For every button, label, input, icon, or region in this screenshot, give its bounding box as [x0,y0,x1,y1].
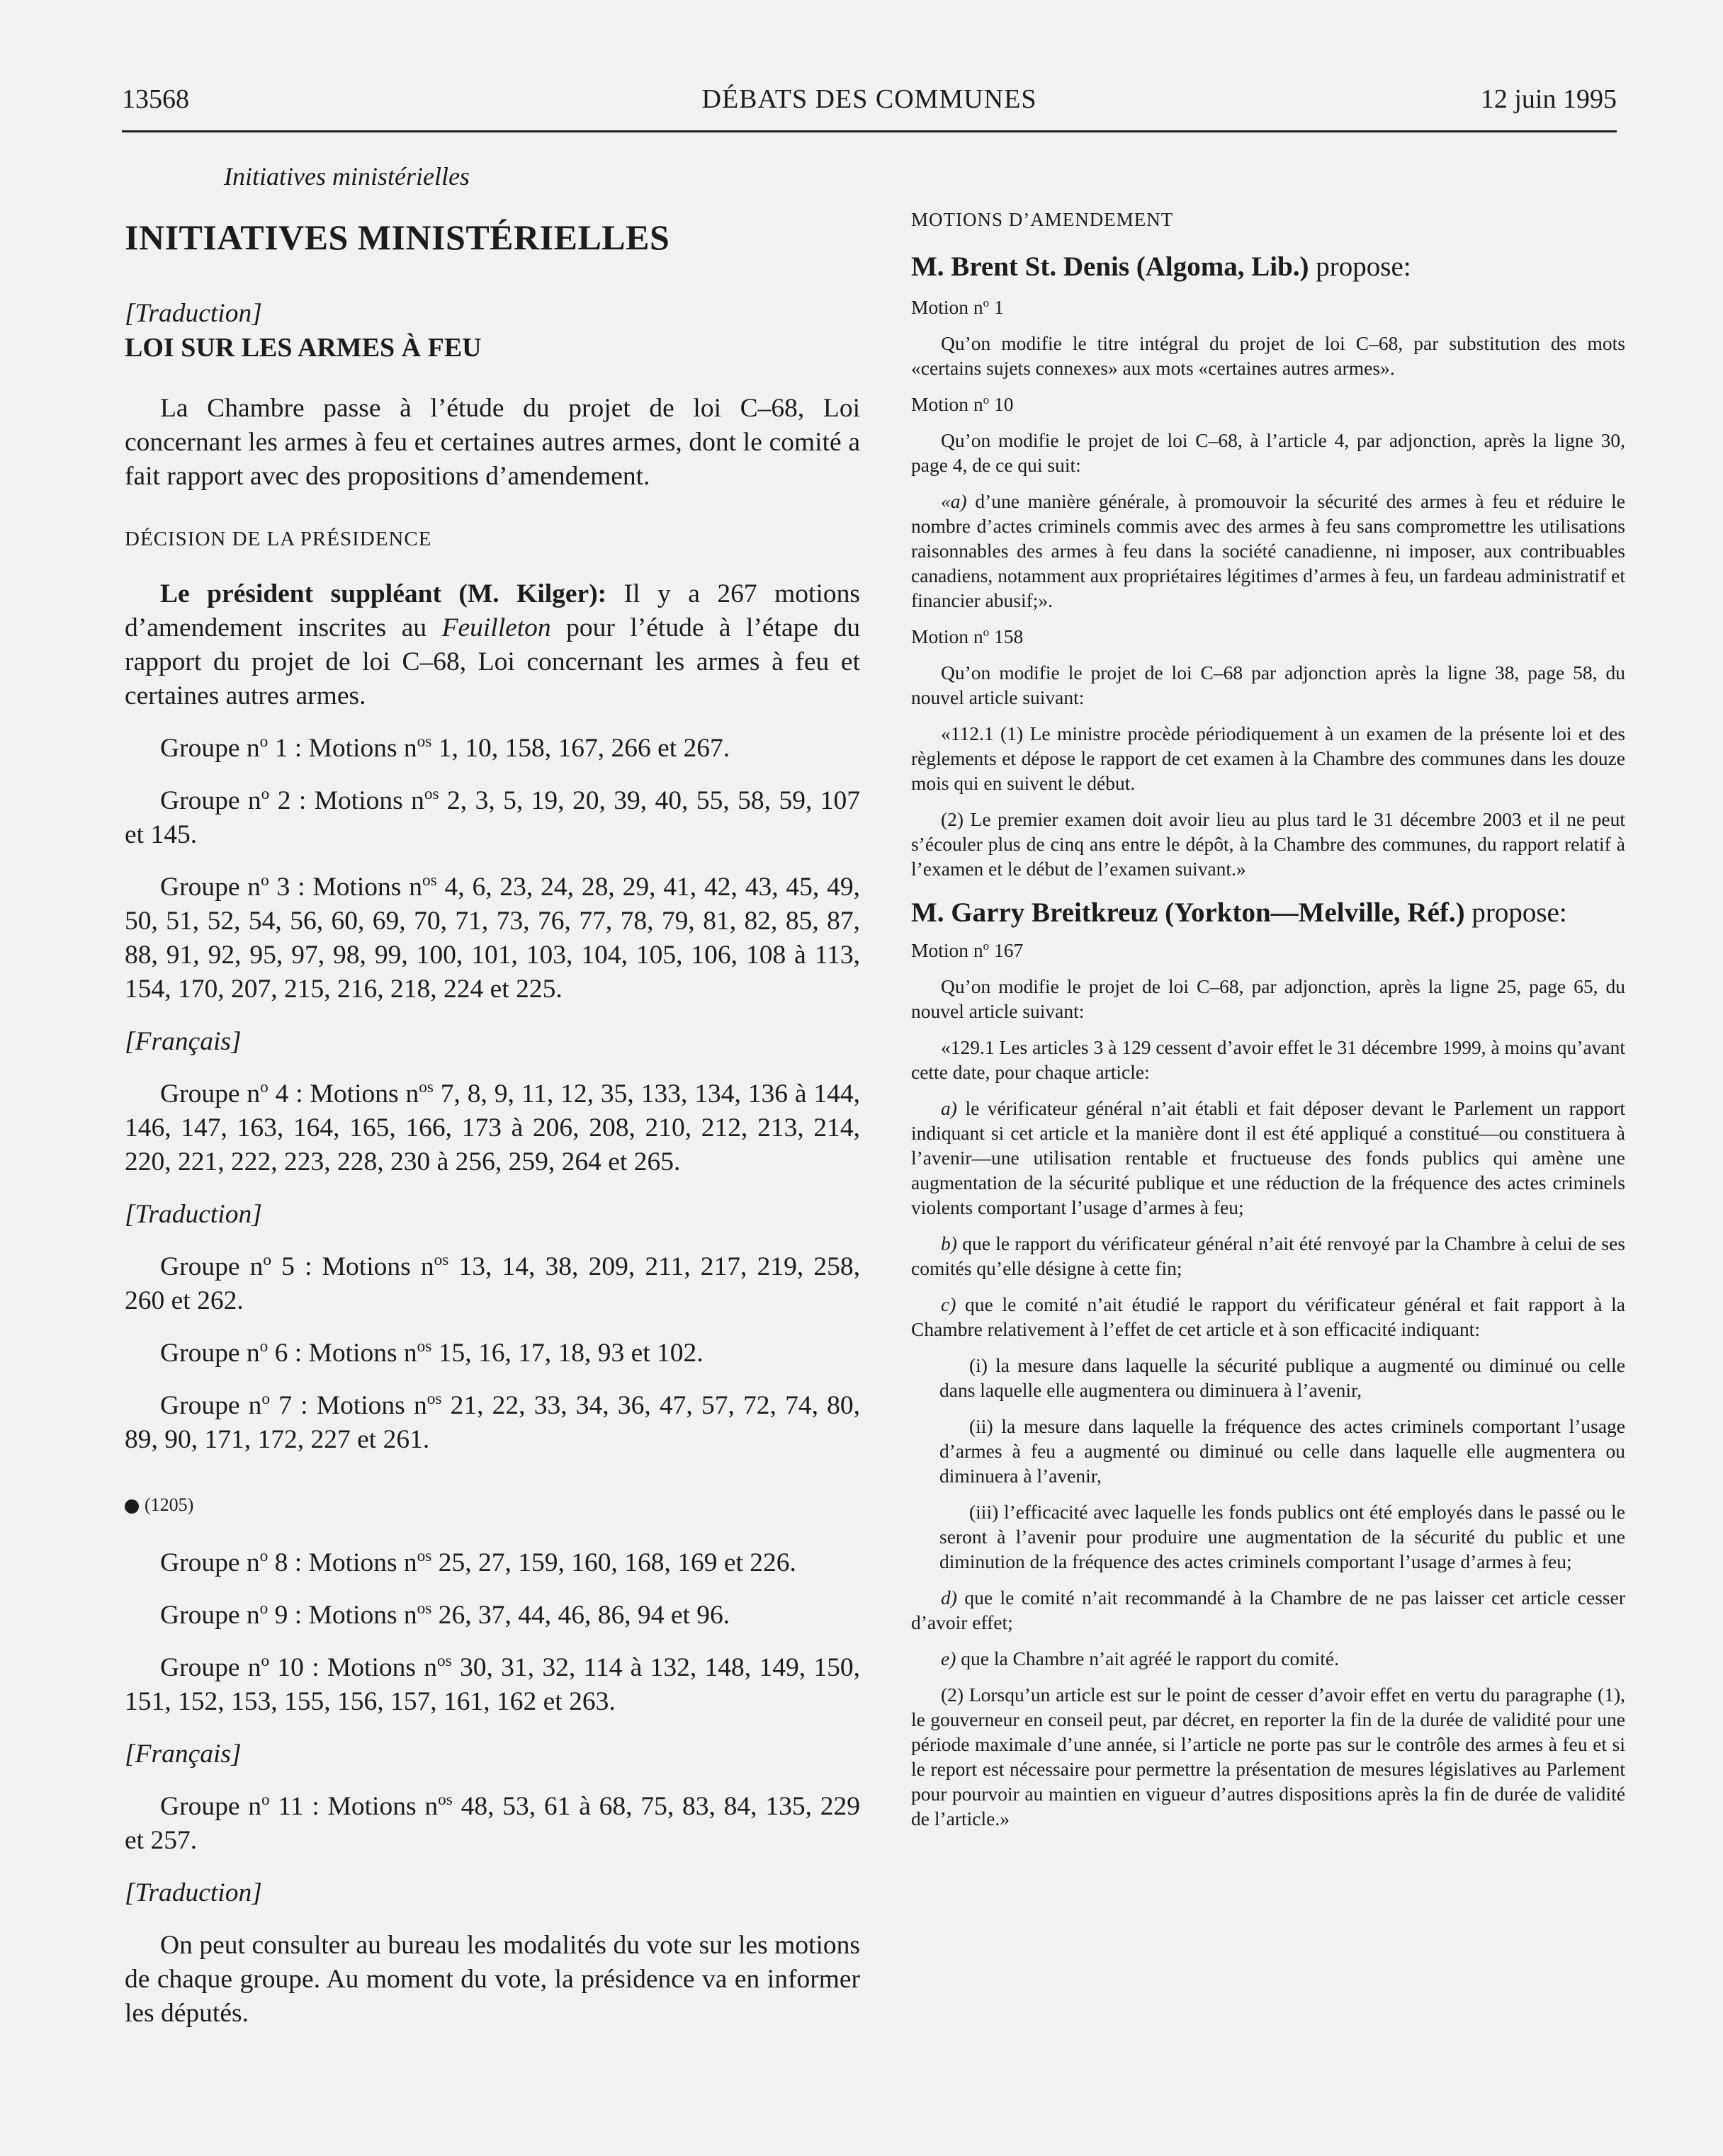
group-11: Groupe $n^o$ 11 : Motions $n^{os}$ 48, 53, 61 à 68, 75, 83, 84, 135, 229 et 257. [125,1791,860,1855]
intro-paragraph: La Chambre passe à l’étude du projet de loi C–68, Loi concernant les armes à feu et certaines autres armes, dont le comité a fait rapport avec des propositions d’amendement. [125,394,860,491]
group-6: Groupe $n^o$ 6 : Motions $n^{os}$ 15, 16, 17, 18, 93 et 102. [160,1337,704,1368]
speech-text-2: pour l’étude à l’étape du rapport du projet de loi C–68, Loi concernant les armes à feu et certaines autres armes. [125,613,860,710]
motion-167-quote-1: «129.1 Les articles 3 à 129 cessent d’avoir effet le 31 décembre 1999, à moins qu’avant cette date, pour chaque article: [911,1036,1625,1083]
closing-paragraph: On peut consulter au bureau les modalités du vote sur les motions de chaque groupe. Au moment du vote, la présidence va en informer les députés. [125,1931,860,2028]
motion-10-label: Motion $n^o$ 10 [911,392,1014,415]
left-column [125,159,860,2031]
bill-title: LOI SUR LES ARMES À FEU [125,333,482,363]
speech-italic: Feuilleton [441,613,551,642]
motion-167-a: a) le vérificateur général n’ait établi et fait déposer devant le Parlement un rapport indiquant si cet article et la manière dont il est été appliqué a constitué—ou constituera à l’avenir—une utilisation rentable et fructueuse des fonds publics qui amène une augmentation de la sécurité publique et une réduction de la fréquence des actes criminels violents comportant l’usage d’armes à feu; [911,1097,1625,1218]
speaker-name: Le président suppléant (M. Kilger): [160,579,607,608]
translation-note: [Traduction] [125,299,262,328]
motions-heading: MOTIONS D’AMENDEMENT [911,209,1174,230]
motion-167-d: d) que le comité n’ait recommandé à la Chambre de ne pas laisser cet article cesser d’avoir effet; [911,1587,1625,1633]
header-rule [122,130,1617,132]
translation-note-3: [Traduction] [125,1878,262,1907]
motion-167-text: Qu’on modifie le projet de loi C–68, par adjonction, après la ligne 25, page 65, du nouvel article suivant: [911,975,1625,1022]
motion-167-b: b) que le rapport du vérificateur général n’ait été renvoyé par la Chambre à celui de ses comités qu’elle désigne à cette fin; [911,1232,1625,1279]
group-7: Groupe $n^o$ 7 : Motions $n^{os}$ 21, 22, 33, 34, 36, 47, 57, 72, 74, 80, 89, 90, 171, 172, 227 et 261. [125,1390,860,1454]
motion-167-c-ii: (ii) la mesure dans laquelle la fréquence des actes criminels comportant l’usage d’armes à feu a augmenté ou diminué ou celle dans laquelle elle augmentera ou diminuera à l’avenir, [939,1415,1625,1487]
decision-heading: DÉCISION DE LA PRÉSIDENCE [125,528,432,550]
time-marker: (1205) [125,1488,860,1522]
group-9: Groupe $n^o$ 9 : Motions $n^{os}$ 26, 37, 44, 46, 86, 94 et 96. [160,1599,730,1630]
journal-title: DÉBATS DES COMMUNES [701,84,1037,114]
motion-167-c-i: (i) la mesure dans laquelle la sécurité publique a augmenté ou diminué ou celle dans laquelle elle augmentera ou diminuera à l’avenir, [939,1354,1625,1401]
issue-date: 12 juin 1995 [1480,84,1617,114]
group-2: Groupe $n^o$ 2 : Motions $n^{os}$ 2, 3, 5, 19, 20, 39, 40, 55, 58, 59, 107 et 145. [125,785,860,849]
running-header [122,84,1617,129]
motion-158-quote-1: «112.1 (1) Le ministre procède périodiquement à un examen de la présente loi et des règlements et dépose le rapport de cet examen à la Chambre des communes dans les douze mois qui en suivent le début. [911,722,1625,794]
speaker-paragraph [125,577,860,713]
section-title: INITIATIVES MINISTÉRIELLES [125,217,670,257]
motion-1-text: Qu’on modifie le titre intégral du projet de loi C–68, par substitution des mots «certains sujets connexes» aux mots «certaines autres armes». [911,332,1625,379]
group-4: Groupe $n^o$ 4 : Motions $n^{os}$ 7, 8, 9, 11, 12, 35, 133, 134, 136 à 144, 146, 147, 163, 164, 165, 166, 173 à 206, 208, 210, 212, 213, 214, 220, 221, 222, 223, 228, 230 à 256, 259, 264 et 265. [125,1078,860,1176]
motion-167-para-2: (2) Lorsqu’un article est sur le point de cesser d’avoir effet en vertu du paragraphe (1), le gouverneur en conseil peut, par décret, en reporter la fin de la durée de validité pour une période maximale d’une année, si l’article ne porte pas sur le contrôle des armes à feu et si le report est nécessaire pour permettre la présentation de mesures législatives au Parlement pour pourvoir au maintien en vigueur d’autres dispositions après la fin de durée de validité de l’article.» [911,1684,1625,1829]
speech-text-1: Il y a 267 motions d’amendement inscrites au [125,579,860,642]
translation-note-2: [Traduction] [125,1200,262,1229]
right-column [911,159,1625,1831]
bullet-icon [125,1499,139,1514]
group-5: Groupe $n^o$ 5 : Motions $n^{os}$ 13, 14, 38, 209, 211, 217, 219, 258, 260 et 262. [125,1251,860,1315]
page-number: 13568 [122,84,189,114]
motion-167-c-iii: (iii) l’efficacité avec laquelle les fonds publics ont été employés dans le passé ou le seront à l’avenir pour produire une augmentation de la sécurité du public et une diminution de la fréquence des actes criminels comportant l’usage d’armes à feu; [939,1501,1625,1572]
group-3: Groupe $n^o$ 3 : Motions $n^{os}$ 4, 6, 23, 24, 28, 29, 41, 42, 43, 45, 49, 50, 51, 52, 54, 56, 60, 69, 70, 71, 73, 76, 77, 78, 79, 81, 82, 85, 87, 88, 91, 92, 95, 97, 98, 99, 100, 101, 103, 104, 105, 106, 108 à 113, 154, 170, 207, 215, 216, 218, 224 et 225. [125,871,861,1004]
section-subtitle: Initiatives ministérielles [224,162,470,191]
mover-1: M. Brent St. Denis (Algoma, Lib.) propose: [911,251,1411,282]
group-10: Groupe $n^o$ 10 : Motions $n^{os}$ 30, 31, 32, 114 à 132, 148, 149, 150, 151, 152, 153, 155, 156, 157, 161, 162 et 263. [125,1652,860,1716]
motion-1-label: Motion $n^o$ 1 [911,295,1004,318]
language-note-francais-2: [Français] [125,1740,242,1769]
motion-167-e: e) que la Chambre n’ait agréé le rapport du comité. [941,1647,1339,1669]
motion-10-text: Qu’on modifie le projet de loi C–68, à l’article 4, par adjonction, après la ligne 30, page 4, de ce qui suit: [911,429,1625,476]
language-note-francais: [Français] [125,1027,242,1056]
group-8: Groupe $n^o$ 8 : Motions $n^{os}$ 25, 27, 159, 160, 168, 169 et 226. [160,1547,796,1577]
mover-2: M. Garry Breitkreuz (Yorkton—Melville, Réf.) propose: [911,897,1567,928]
motion-167-label: Motion $n^o$ 167 [911,938,1024,961]
motion-158-quote-2: (2) Le premier examen doit avoir lieu au plus tard le 31 décembre 2003 et il ne peut s’écouler plus de cinq ans entre le dépôt, à la Chambre des communes, du rapport relatif à l’examen et le début de l’examen suivant.» [911,808,1625,880]
group-1: Groupe $n^o$ 1 : Motions $n^{os}$ 1, 10, 158, 167, 266 et 267. [160,732,730,763]
motion-158-text: Qu’on modifie le projet de loi C–68 par adjonction après la ligne 38, page 58, du nouvel article suivant: [911,662,1625,708]
motion-158-label: Motion $n^o$ 158 [911,625,1024,647]
motion-167-c: c) que le comité n’ait étudié le rapport du vérificateur général et fait rapport à la Chambre relativement à l’effet de cet article et à son efficacité indiquant: [911,1293,1625,1340]
motion-10-quote: «a) d’une manière générale, à promouvoir la sécurité des armes à feu et réduire le nombre d’actes criminels commis avec des armes à feu sans compromettre les utilisations raisonnables des armes à feu dans la société canadienne, ni imposer, aux contribuables canadiens, notamment aux propriétaires légitimes d’armes à feu, un fardeau administratif et financier abusif;». [911,490,1625,611]
